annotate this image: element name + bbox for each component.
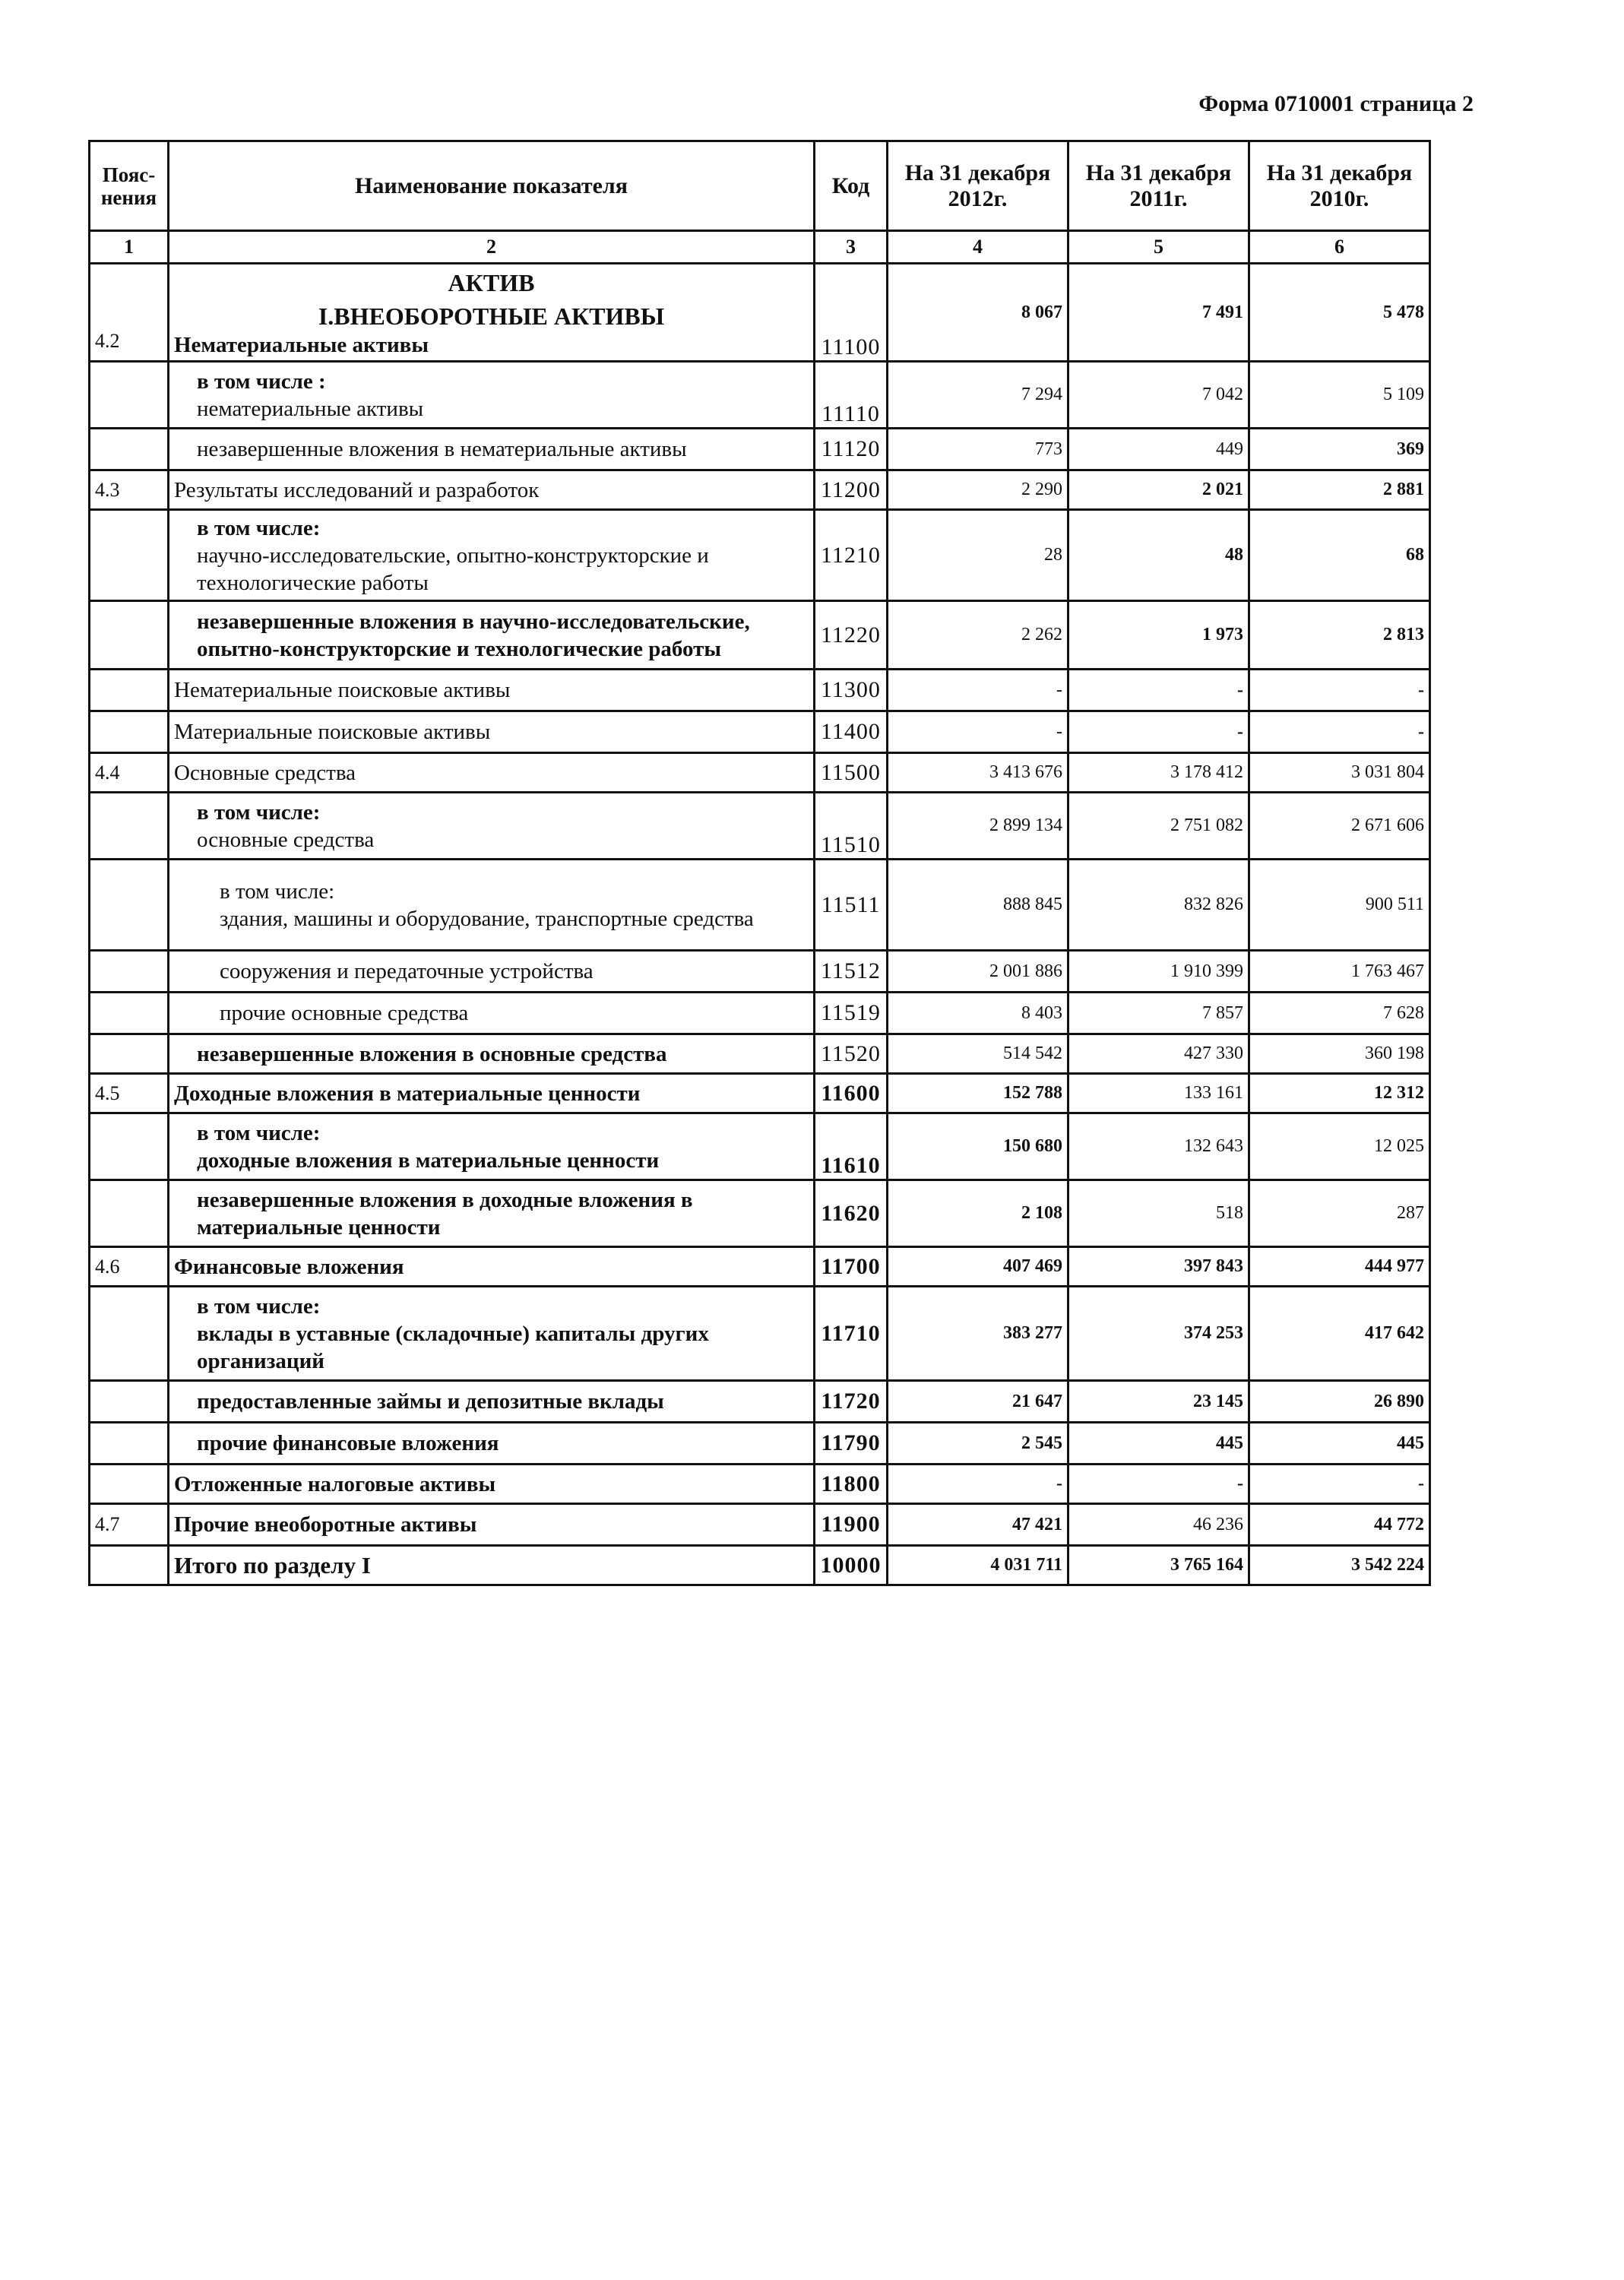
row-label: доходные вложения в материальные ценности: [197, 1148, 660, 1173]
table-row: [90, 793, 1430, 860]
note-cell: 4.3: [90, 470, 169, 510]
header-2012: На 31 декабря 2012г.: [888, 141, 1068, 231]
value-2012: 2 108: [888, 1180, 1068, 1247]
note-cell: 4.6: [90, 1247, 169, 1287]
code-cell: 11110: [815, 362, 888, 429]
header-2010: На 31 декабря 2010г.: [1249, 141, 1430, 231]
value-2012: 150 680: [888, 1113, 1068, 1180]
value-2012: 2 262: [888, 601, 1068, 670]
table-row: [90, 362, 1430, 429]
row-label: нематериальные активы: [197, 396, 424, 421]
value-2012: 2 001 886: [888, 951, 1068, 993]
value-2011: 397 843: [1068, 1247, 1249, 1287]
value-2011: 3 765 164: [1068, 1546, 1249, 1585]
value-2011: 445: [1068, 1423, 1249, 1465]
name-cell: незавершенные вложения в основные средства: [169, 1034, 815, 1074]
value-2012: 21 647: [888, 1381, 1068, 1423]
value-2010: 3 542 224: [1249, 1546, 1430, 1585]
value-2012: -: [888, 711, 1068, 753]
code-cell: 11700: [815, 1247, 888, 1287]
value-2010: -: [1249, 670, 1430, 711]
value-2011: 518: [1068, 1180, 1249, 1247]
section-subtitle: I.ВНЕОБОРОТНЫЕ АКТИВЫ: [318, 302, 665, 330]
code-cell: 11400: [815, 711, 888, 753]
code-cell: 11300: [815, 670, 888, 711]
value-2010: 7 628: [1249, 993, 1430, 1034]
value-2011: 48: [1068, 510, 1249, 601]
name-cell: [169, 793, 815, 860]
row-prefix: в том числе:: [220, 879, 335, 904]
value-2010: 5 109: [1249, 362, 1430, 429]
value-2012: 8 067: [888, 264, 1068, 362]
table-row: [90, 1287, 1430, 1381]
value-2011: 7 042: [1068, 362, 1249, 429]
table-row: [90, 670, 1430, 711]
value-2010: 2 671 606: [1249, 793, 1430, 860]
code-cell: 11510: [815, 793, 888, 860]
name-cell: незавершенные вложения в доходные вложения в материальные ценности: [169, 1180, 815, 1247]
value-2011: 23 145: [1068, 1381, 1249, 1423]
code-cell: 11710: [815, 1287, 888, 1381]
value-2011: 133 161: [1068, 1074, 1249, 1113]
header-row: [90, 141, 1430, 231]
value-2010: 2 813: [1249, 601, 1430, 670]
table-row: [90, 470, 1430, 510]
note-cell: 4.4: [90, 753, 169, 793]
value-2010: 12 312: [1249, 1074, 1430, 1113]
row-label: Нематериальные активы: [174, 333, 429, 357]
note-cell: [90, 860, 169, 951]
note-cell: [90, 1180, 169, 1247]
name-cell: [169, 362, 815, 429]
note-cell: [90, 711, 169, 753]
value-2011: 449: [1068, 429, 1249, 470]
name-cell: Прочие внеоборотные активы: [169, 1504, 815, 1546]
value-2011: 3 178 412: [1068, 753, 1249, 793]
note-cell: [90, 1546, 169, 1585]
col-num: 4: [888, 231, 1068, 264]
name-cell: Доходные вложения в материальные ценности: [169, 1074, 815, 1113]
value-2012: 28: [888, 510, 1068, 601]
value-2010: 287: [1249, 1180, 1430, 1247]
table-row: [90, 1247, 1430, 1287]
value-2011: -: [1068, 670, 1249, 711]
row-label: научно-исследовательские, опытно-конструкторские и технологические работы: [197, 543, 709, 595]
value-2012: 152 788: [888, 1074, 1068, 1113]
note-cell: [90, 510, 169, 601]
table-row: [90, 601, 1430, 670]
table-row: [90, 264, 1430, 362]
value-2011: 1 910 399: [1068, 951, 1249, 993]
header-code: Код: [815, 141, 888, 231]
value-2010: 900 511: [1249, 860, 1430, 951]
value-2011: 7 857: [1068, 993, 1249, 1034]
value-2011: 374 253: [1068, 1287, 1249, 1381]
note-cell: 4.2: [90, 264, 169, 362]
table-row: [90, 1074, 1430, 1113]
row-prefix: в том числе:: [197, 1294, 321, 1319]
code-cell: 11200: [815, 470, 888, 510]
note-cell: [90, 1034, 169, 1074]
value-2011: 132 643: [1068, 1113, 1249, 1180]
value-2011: -: [1068, 1465, 1249, 1504]
col-num: 3: [815, 231, 888, 264]
name-cell: [169, 264, 815, 362]
note-cell: [90, 362, 169, 429]
name-cell: Итого по разделу I: [169, 1546, 815, 1585]
value-2012: 514 542: [888, 1034, 1068, 1074]
balance-table: [88, 140, 1431, 1586]
value-2010: 44 772: [1249, 1504, 1430, 1546]
row-prefix: в том числе:: [197, 1120, 321, 1145]
code-cell: 11520: [815, 1034, 888, 1074]
name-cell: прочие финансовые вложения: [169, 1423, 815, 1465]
table-row: [90, 1034, 1430, 1074]
value-2011: 427 330: [1068, 1034, 1249, 1074]
code-cell: 11120: [815, 429, 888, 470]
note-cell: [90, 1287, 169, 1381]
name-cell: [169, 860, 815, 951]
value-2010: 5 478: [1249, 264, 1430, 362]
value-2012: 47 421: [888, 1504, 1068, 1546]
value-2010: 26 890: [1249, 1381, 1430, 1423]
code-cell: 11100: [815, 264, 888, 362]
value-2010: 417 642: [1249, 1287, 1430, 1381]
value-2010: 1 763 467: [1249, 951, 1430, 993]
header-note: Пояс-нения: [90, 141, 169, 231]
value-2012: 2 545: [888, 1423, 1068, 1465]
name-cell: Материальные поисковые активы: [169, 711, 815, 753]
value-2010: 360 198: [1249, 1034, 1430, 1074]
table-row: [90, 860, 1430, 951]
value-2012: 407 469: [888, 1247, 1068, 1287]
value-2010: 68: [1249, 510, 1430, 601]
table-row: [90, 711, 1430, 753]
table-row: [90, 1465, 1430, 1504]
value-2010: 445: [1249, 1423, 1430, 1465]
note-cell: [90, 601, 169, 670]
value-2012: 2 899 134: [888, 793, 1068, 860]
name-cell: Результаты исследований и разработок: [169, 470, 815, 510]
value-2010: 444 977: [1249, 1247, 1430, 1287]
code-cell: 11500: [815, 753, 888, 793]
note-cell: [90, 670, 169, 711]
table-row: [90, 1504, 1430, 1546]
note-cell: [90, 1465, 169, 1504]
name-cell: незавершенные вложения в нематериальные активы: [169, 429, 815, 470]
name-cell: предоставленные займы и депозитные вклады: [169, 1381, 815, 1423]
name-cell: [169, 510, 815, 601]
table-row-total: [90, 1546, 1430, 1585]
value-2011: 2 021: [1068, 470, 1249, 510]
value-2011: 832 826: [1068, 860, 1249, 951]
value-2011: 1 973: [1068, 601, 1249, 670]
header-2011: На 31 декабря 2011г.: [1068, 141, 1249, 231]
value-2010: -: [1249, 1465, 1430, 1504]
name-cell: Финансовые вложения: [169, 1247, 815, 1287]
column-number-row: [90, 231, 1430, 264]
name-cell: прочие основные средства: [169, 993, 815, 1034]
value-2012: -: [888, 1465, 1068, 1504]
value-2012: 7 294: [888, 362, 1068, 429]
value-2011: 46 236: [1068, 1504, 1249, 1546]
value-2012: 773: [888, 429, 1068, 470]
section-title: АКТИВ: [448, 269, 535, 296]
col-num: 2: [169, 231, 815, 264]
table-row: [90, 1113, 1430, 1180]
code-cell: 11519: [815, 993, 888, 1034]
value-2012: 888 845: [888, 860, 1068, 951]
row-prefix: в том числе :: [197, 369, 326, 394]
name-cell: Отложенные налоговые активы: [169, 1465, 815, 1504]
code-cell: 11210: [815, 510, 888, 601]
code-cell: 11790: [815, 1423, 888, 1465]
note-cell: [90, 1423, 169, 1465]
value-2010: -: [1249, 711, 1430, 753]
value-2012: 383 277: [888, 1287, 1068, 1381]
note-cell: 4.5: [90, 1074, 169, 1113]
code-cell: 11720: [815, 1381, 888, 1423]
row-label: основные средства: [197, 827, 375, 852]
table-row: [90, 993, 1430, 1034]
value-2011: -: [1068, 711, 1249, 753]
header-name: Наименование показателя: [169, 141, 815, 231]
form-label: Форма 0710001 страница 2: [1198, 91, 1474, 116]
value-2010: 3 031 804: [1249, 753, 1430, 793]
note-cell: [90, 1381, 169, 1423]
col-num: 6: [1249, 231, 1430, 264]
name-cell: Нематериальные поисковые активы: [169, 670, 815, 711]
note-cell: [90, 429, 169, 470]
name-cell: [169, 1287, 815, 1381]
code-cell: 11512: [815, 951, 888, 993]
code-cell: 11220: [815, 601, 888, 670]
table-row: [90, 1423, 1430, 1465]
value-2012: 4 031 711: [888, 1546, 1068, 1585]
row-prefix: в том числе:: [197, 515, 321, 540]
value-2010: 369: [1249, 429, 1430, 470]
note-cell: 4.7: [90, 1504, 169, 1546]
name-cell: сооружения и передаточные устройства: [169, 951, 815, 993]
code-cell: 11600: [815, 1074, 888, 1113]
code-cell: 11610: [815, 1113, 888, 1180]
row-label: вклады в уставные (складочные) капиталы других организаций: [197, 1321, 709, 1373]
note-cell: [90, 951, 169, 993]
col-num: 1: [90, 231, 169, 264]
value-2012: 8 403: [888, 993, 1068, 1034]
table-row: [90, 951, 1430, 993]
row-prefix: в том числе:: [197, 800, 321, 825]
name-cell: [169, 1113, 815, 1180]
table-row: [90, 1381, 1430, 1423]
value-2010: 2 881: [1249, 470, 1430, 510]
value-2012: -: [888, 670, 1068, 711]
code-cell: 11900: [815, 1504, 888, 1546]
col-num: 5: [1068, 231, 1249, 264]
row-label: здания, машины и оборудование, транспортные средства: [220, 906, 754, 931]
code-cell: 11511: [815, 860, 888, 951]
value-2011: 7 491: [1068, 264, 1249, 362]
table-row: [90, 753, 1430, 793]
name-cell: незавершенные вложения в научно-исследовательские, опытно-конструкторские и технологические работы: [169, 601, 815, 670]
code-cell: 11800: [815, 1465, 888, 1504]
value-2012: 3 413 676: [888, 753, 1068, 793]
code-cell: 10000: [815, 1546, 888, 1585]
note-cell: [90, 793, 169, 860]
note-cell: [90, 993, 169, 1034]
value-2011: 2 751 082: [1068, 793, 1249, 860]
name-cell: Основные средства: [169, 753, 815, 793]
note-cell: [90, 1113, 169, 1180]
table-row: [90, 429, 1430, 470]
value-2010: 12 025: [1249, 1113, 1430, 1180]
code-cell: 11620: [815, 1180, 888, 1247]
table-row: [90, 1180, 1430, 1247]
value-2012: 2 290: [888, 470, 1068, 510]
table-row: [90, 510, 1430, 601]
